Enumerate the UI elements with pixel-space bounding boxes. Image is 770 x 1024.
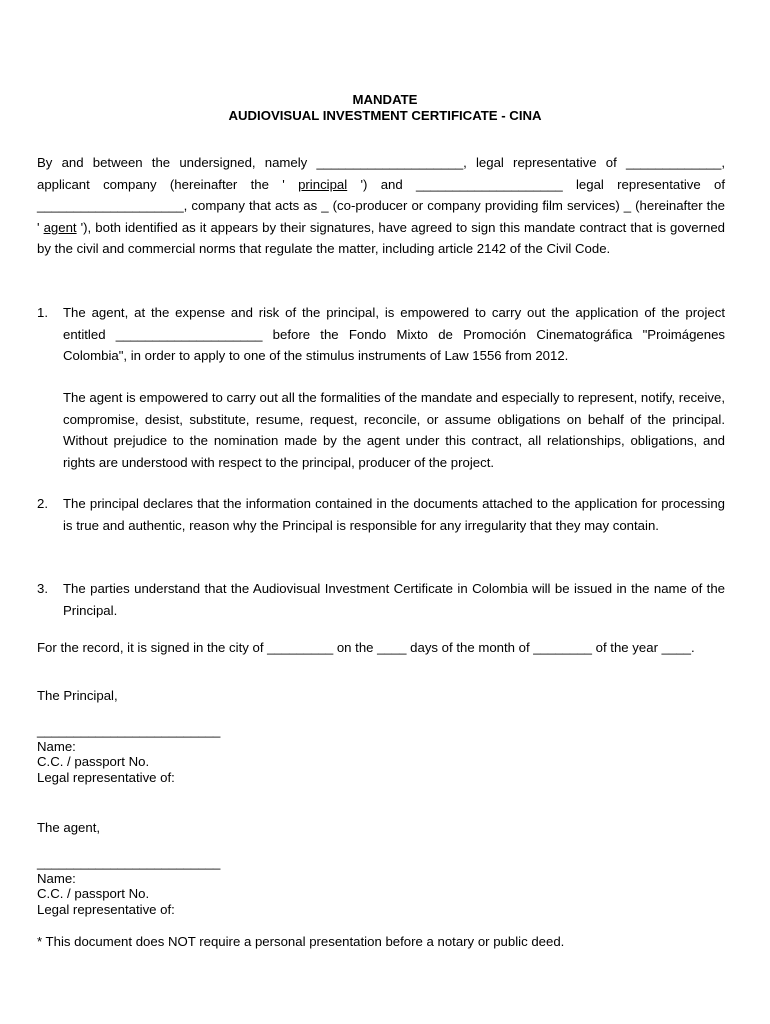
principal-legal-label: Legal representative of: (37, 769, 175, 785)
document-subtitle: AUDIOVISUAL INVESTMENT CERTIFICATE - CINA (228, 108, 542, 123)
agent-signature-line: _________________________ (37, 855, 221, 870)
agent-heading: The agent, (37, 820, 101, 835)
item-1-number: 1. (37, 305, 48, 320)
principal-term: principal (298, 176, 348, 192)
item-3-text: The parties understand that the Audiovisual Investment Certificate in Colombia will be issued in the name of the Principal. (63, 581, 725, 618)
agent-signature-block (37, 855, 220, 917)
document-title: MANDATE (352, 92, 418, 107)
agent-legal-label: Legal representative of: (37, 901, 175, 917)
item-3-number: 3. (37, 581, 48, 596)
item-2-text: The principal declares that the information contained in the documents attached to the application for processing is true and authentic, reason why the Principal is responsible for any irregularity that they may contain. (63, 496, 725, 533)
intro-paragraph (37, 152, 725, 260)
item-1-text: The agent, at the expense and risk of the principal, is empowered to carry out the application of the project entitled ____________________ before the Fondo Mixto de Promoción Cinematográfica "Proimágenes Colombia", in order to apply to one of the stimulus instruments of Law 1556 from 2012. (63, 305, 725, 363)
agent-cc-label: C.C. / passport No. (37, 886, 150, 901)
intro-text-2: ') and ____________________ legal representative of ____________________, company that acts as _ (co-producer or company providing film services) _ (hereinafter the ' (37, 176, 726, 235)
principal-heading: The Principal, (37, 688, 118, 703)
intro-text-1: By and between the undersigned, namely ____________________, legal representative of _____________, applicant company (hereinafter the ' (37, 155, 725, 192)
footnote: * This document does NOT require a personal presentation before a notary or public deed. (37, 934, 565, 949)
item-2-number: 2. (37, 496, 48, 511)
principal-signature-line: _________________________ (37, 723, 221, 738)
principal-cc-label: C.C. / passport No. (37, 754, 150, 769)
record-line: For the record, it is signed in the city of _________ on the ____ days of the month of ________ of the year ____. (37, 640, 695, 655)
principal-name-label: Name: (37, 738, 76, 754)
item-1b-text: The agent is empowered to carry out all the formalities of the mandate and especially to represent, notify, receive, compromise, desist, substitute, resume, request, reconcile, or assume obligations on behalf of the principal. Without prejudice to the nomination made by the agent under this contract, all relationships, obligations, and rights are understood with respect to the principal, producer of the project. (63, 390, 725, 470)
agent-term: agent (43, 219, 77, 235)
principal-signature-block (37, 723, 220, 785)
agent-name-label: Name: (37, 870, 76, 886)
intro-text-3: '), both identified as it appears by their signatures, have agreed to sign this mandate contract that is governed by the civil and commercial norms that regulate the matter, including article 2142 of the Civil Code. (37, 219, 725, 256)
